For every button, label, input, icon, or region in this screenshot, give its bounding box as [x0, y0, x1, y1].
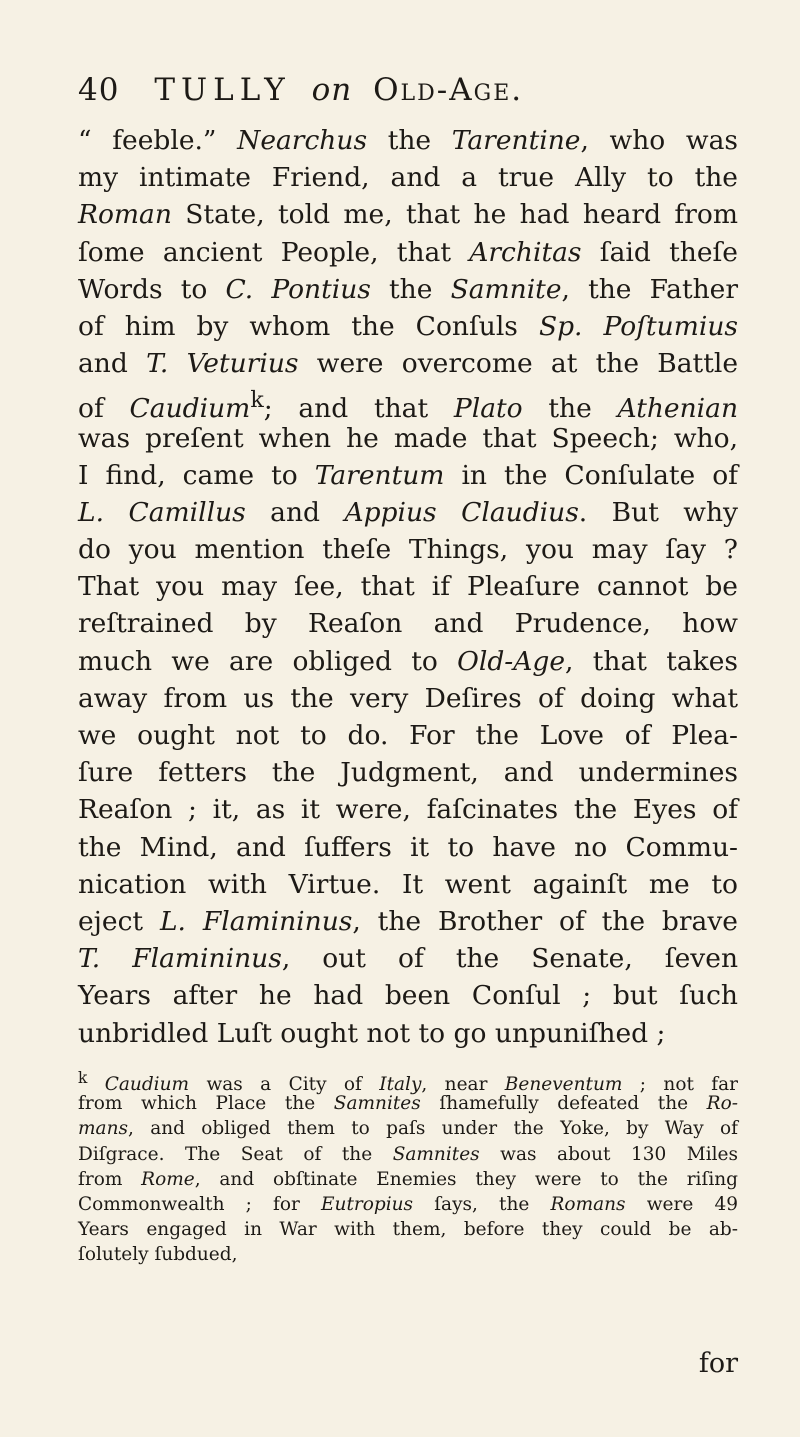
text-line: of him by whom the Conſuls Sp. Poſtumius [78, 310, 738, 342]
text-line: unbridled Luſt ought not to go unpuniſhed ; [78, 1017, 666, 1049]
text-line: ſome ancient People, that Architas ſaid theſe [78, 236, 738, 268]
text-line: That you may ſee, that if Pleaſure cannot be [78, 571, 738, 603]
text-line: away from us the very Deſires of doing what [78, 682, 738, 714]
text-line: my intimate Friend, and a true Ally to the [78, 162, 738, 194]
text-line: the Mind, and ſuffers it to have no Commu- [78, 831, 738, 863]
text-line: I find, came to Tarentum in the Conſulate of [78, 459, 738, 491]
text-line: was preſent when he made that Speech; who, [78, 422, 738, 454]
running-title-author: TULLY [154, 72, 291, 108]
text-line: of Caudium$^k$; and that Plato the Athenian [78, 388, 739, 425]
footnote [78, 1066, 738, 1268]
text-line: nication with Virtue. It went againſt me to [78, 868, 738, 900]
text-line: “ feeble.” Nearchus the Tarentine, who was [78, 125, 738, 156]
text-line: much we are obliged to Old-Age, that takes [78, 645, 738, 677]
text-line: T. Flamininus, out of the Senate, ſeven [78, 943, 739, 975]
text-line: Roman State, told me, that he had heard from [78, 199, 738, 231]
text-line: we ought not to do. For the Love of Plea- [78, 720, 738, 751]
footnote-line: Commonwealth ; for Eutropius ſays, the Romans were 49 [78, 1193, 738, 1215]
running-title-subject: Old-Age. [373, 72, 524, 108]
text-line: and T. Veturius were overcome at the Battle [78, 348, 739, 380]
text-line: do you mention theſe Things, you may ſay ? [78, 534, 738, 566]
footnote-line: Years engaged in War with them, before they could be ab- [78, 1219, 738, 1241]
page-number: 40 [78, 72, 120, 108]
footnote-line: Diſgrace. The Seat of the Samnites was about 130 Miles [78, 1143, 738, 1165]
running-title-on: on [311, 72, 353, 108]
footnote-line: from Rome, and obſtinate Enemies they were to the riſing [78, 1168, 738, 1190]
footnote-line: from which Place the Samnites ſhamefully defeated the Ro- [78, 1093, 738, 1115]
text-line: L. Camillus and Appius Claudius. But why [78, 496, 738, 528]
text-line: ſure fetters the Judgment, and undermines [78, 757, 738, 789]
running-head [78, 72, 738, 108]
text-line: Words to C. Pontius the Samnite, the Father [78, 273, 739, 305]
footnote-line: $^k$ Caudium was a City of Italy, near Beneventum ; not far [78, 1069, 738, 1096]
text-line: reſtrained by Reaſon and Prudence, how [78, 608, 738, 640]
main-text [78, 122, 738, 1052]
text-line: Reaſon ; it, as it were, faſcinates the Eyes of [78, 794, 738, 826]
catchword: for [698, 1348, 738, 1379]
footnote-line: ſolutely ſubdued, [78, 1244, 238, 1266]
text-line: eject L. Flamininus, the Brother of the brave [78, 905, 738, 937]
footnote-line: mans, and obliged them to paſs under the Yoke, by Way of [78, 1118, 738, 1140]
text-line: Years after he had been Conſul ; but ſuch [78, 980, 738, 1012]
